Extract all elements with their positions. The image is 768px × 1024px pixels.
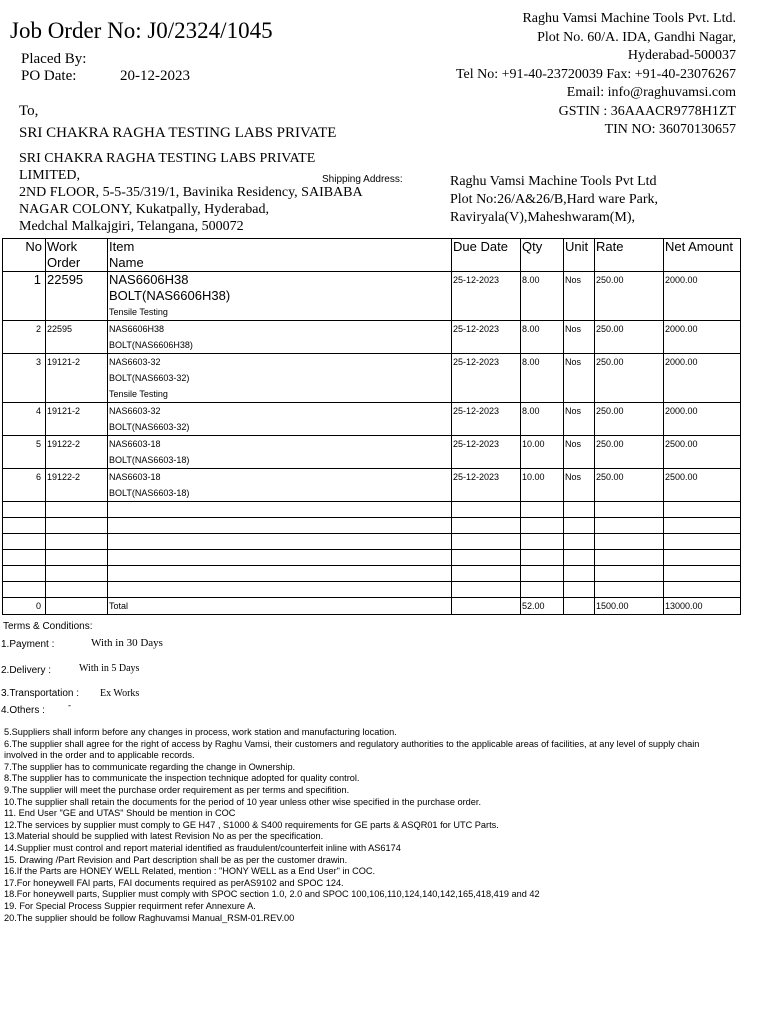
table-row-empty [3,582,741,598]
terms-clause: 11. End User "GE and UTAS" Should be mention in COC [4,808,236,819]
table-row-empty [3,566,741,582]
total-qty: 52.00 [521,598,564,615]
company-gstin: GSTIN : 36AAACR9778H1ZT [558,103,736,119]
terms-clause: 17.For honeywell FAI parts, FAI documents required as perAS9102 and SPOC 124. [4,877,344,888]
table-row: 2 22595 NAS6606H38 BOLT(NAS6606H38) 25-12-2023 8.00 Nos 250.00 2000.00 [3,321,741,354]
terms-clause: 6.The supplier shall agree for the right of access by Raghu Vamsi, their customers and regulatory authorities to the applicable areas of facilities, at any level of supply chain involved in the order and to applicable records. [4,738,700,761]
total-no: 0 [3,598,46,615]
terms-clause: 13.Material should be supplied with latest Revision No as per the specification. [4,831,324,842]
terms-clause: 8.The supplier has to communicate the inspection technique adopted for quality control. [4,773,360,784]
term-payment-value: With in 30 Days [91,637,163,649]
company-address-block [456,10,736,140]
table-row-empty [3,502,741,518]
table-row-empty [3,518,741,534]
total-rate: 1500.00 [595,598,664,615]
col-header-net-amount: Net Amount [664,239,741,272]
po-date-label: PO Date: [21,68,77,84]
shipping-line: Raghu Vamsi Machine Tools Pvt Ltd [450,174,657,189]
terms-clause: 12.The services by supplier must comply to GE H47 , S1000 & S400 requirements for GE parts & ASQR01 for UTC Parts. [4,819,499,830]
terms-clause: 16.If the Parts are HONEY WELL Related, mention : "HONY WELL as a End User" in COC. [4,866,376,877]
col-header-no: No [3,239,46,272]
terms-clause: 18.For honeywell parts, Supplier must comply with SPOC section 1.0, 2.0 and SPOC 100,106,110,124,140,142,165,418,419 and 42 [4,889,540,900]
shipping-line: Raviryala(V),Maheshwaram(M), [450,210,636,225]
table-row: 6 19122-2 NAS6603-18 BOLT(NAS6603-18) 25-12-2023 10.00 Nos 250.00 2500.00 [3,469,741,502]
billing-line: Medchal Malkajgiri, Telangana, 500072 [19,219,244,234]
company-address-line: Plot No. 60/A. IDA, Gandhi Nagar, [537,29,736,45]
terms-clause: 10.The supplier shall retain the documents for the period of 10 year unless other wise specified in the purchase order. [4,796,482,807]
term-delivery-label: 2.Delivery : [1,665,52,676]
terms-clause: 20.The supplier should be follow Raghuvamsi Manual_RSM-01.REV.00 [4,912,295,923]
term-payment-label: 1.Payment : [1,639,55,650]
terms-clauses-list [4,727,734,924]
table-total-row [3,598,741,615]
col-header-due-date: Due Date [452,239,521,272]
col-header-unit: Unit [564,239,595,272]
company-name: Raghu Vamsi Machine Tools Pvt. Ltd. [522,11,736,26]
table-row: 1 22595 NAS6606H38 BOLT(NAS6606H38) Tensile Testing 25-12-2023 8.00 Nos 250.00 2000.00 [3,272,741,321]
billing-line: LIMITED, [19,168,81,183]
col-header-item-name: Item Name [108,239,452,272]
table-header-row [3,239,741,272]
company-address-line: Hyderabad-500037 [627,48,736,63]
job-order-title: Job Order No: J0/2324/1045 [10,18,273,43]
company-tin: TIN NO: 36070130657 [604,122,736,137]
total-label: Total [108,598,452,615]
total-net-amount: 13000.00 [664,598,741,615]
term-transportation-label: 3.Transportation : [1,688,80,699]
billing-line: 2ND FLOOR, 5-5-35/319/1, Bavinika Residency, SAIBABA [19,185,363,200]
col-header-work-order: Work Order [46,239,108,272]
shipping-address-label: Shipping Address: [322,174,403,185]
col-header-qty: Qty [521,239,564,272]
company-phone-fax: Tel No: +91-40-23720039 Fax: +91-40-23076267 [455,66,736,82]
terms-clause: 9.The supplier will meet the purchase order requirement as per terms and specifition. [4,784,350,795]
term-transportation-value: Ex Works [100,688,140,699]
terms-clause: 5.Suppliers shall inform before any changes in process, work station and manufacturing location. [4,727,397,737]
company-email: Email: info@raghuvamsi.com [566,85,736,100]
placed-by-label: Placed By: [21,51,87,67]
table-row: 5 19122-2 NAS6603-18 BOLT(NAS6603-18) 25-12-2023 10.00 Nos 250.00 2500.00 [3,436,741,469]
terms-heading: Terms & Conditions: [3,621,93,632]
terms-clause: 7.The supplier has to communicate regarding the change in Ownership. [4,761,296,772]
billing-address-block [19,150,364,235]
recipient-name: SRI CHAKRA RAGHA TESTING LABS PRIVATE [19,125,337,141]
po-date-value: 20-12-2023 [120,68,190,84]
table-row: 4 19121-2 NAS6603-32 BOLT(NAS6603-32) 25-12-2023 8.00 Nos 250.00 2000.00 [3,403,741,436]
terms-clause: 19. For Special Process Suppier requirment refer Annexure A. [4,900,256,911]
items-table [2,238,741,615]
term-others-value: - [68,700,71,710]
term-delivery-value: With in 5 Days [79,663,140,674]
shipping-address-block [450,173,658,227]
billing-line: SRI CHAKRA RAGHA TESTING LABS PRIVATE [19,151,316,166]
billing-line: NAGAR COLONY, Kukatpally, Hyderabad, [19,202,270,217]
to-label: To, [19,103,39,119]
shipping-line: Plot No:26/A&26/B,Hard ware Park, [450,192,659,207]
terms-clause: 15. Drawing /Part Revision and Part description shall be as per the customer drawin. [4,854,348,865]
table-row-empty [3,550,741,566]
terms-clause: 14.Supplier must control and report material identified as fraudulent/counterfeit inline with AS6174 [4,842,401,853]
table-row-empty [3,534,741,550]
col-header-rate: Rate [595,239,664,272]
table-row: 3 19121-2 NAS6603-32 BOLT(NAS6603-32) Tensile Testing 25-12-2023 8.00 Nos 250.00 2000.00 [3,354,741,403]
term-others-label: 4.Others : [1,705,45,716]
